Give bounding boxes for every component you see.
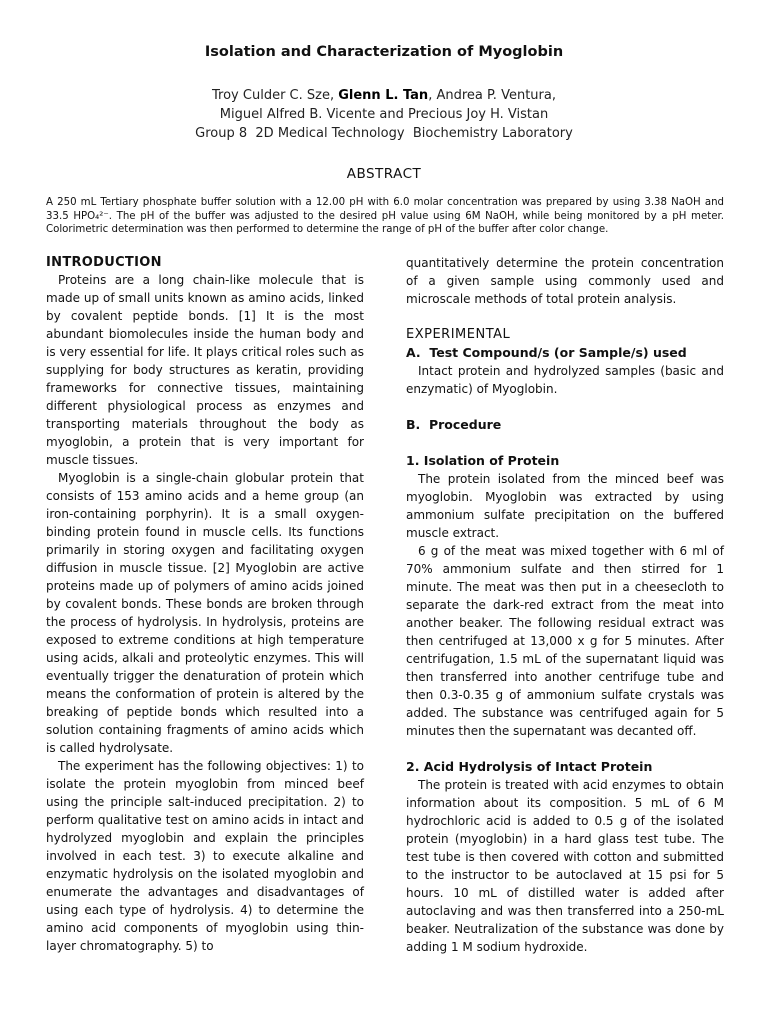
section-a-text: Intact protein and hydrolyzed samples (basic and enzymatic) of Myoglobin. bbox=[406, 364, 724, 396]
isolation-paragraph-2: 6 g of the meat was mixed together with 6 ml of 70% ammonium sulfate and then stirred for 1 minute. The meat was then put in a cheesecloth to separate the dark-red extract from the meat into another beaker. The following residual extract was then centrifuged at 13,000 x g for 5 minutes. After centrifugation, 1.5 mL of the supernatant liquid was then transferred into another centrifuge tube and then 0.3-0.35 g of ammonium sulfate crystals was added. The substance was centrifuged again for 5 minutes then the supernatant was decanted off. bbox=[406, 544, 724, 738]
author-line-2: Miguel Alfred B. Vicente and Precious Joy H. Vistan bbox=[219, 107, 549, 122]
section-b-heading: B. Procedure bbox=[406, 417, 502, 432]
subsection-2-heading: 2. Acid Hydrolysis of Intact Protein bbox=[406, 759, 653, 774]
intro-paragraph-3: The experiment has the following objectives: 1) to isolate the protein myoglobin from minced beef using the principle salt-induced precipitation. 2) to perform qualitative test on amino acids in intact and hydrolyzed myoglobin and explain the principles involved in each test. 3) to execute alkaline and enzymatic hydrolysis on the isolated myoglobin and enumerate the advantages and disadvantages of using each type of hydrolysis. 4) to determine the amino acid components of myoglobin using thin-layer chromatography. 5) to bbox=[46, 759, 364, 953]
left-column bbox=[46, 254, 364, 955]
right-column bbox=[406, 254, 724, 956]
intro-paragraph-2: Myoglobin is a single-chain globular protein that consists of 153 amino acids and a heme group (an iron-containing porphyrin). It is a small oxygen-binding protein found in muscle cells. Its functions primarily in storing oxygen and facilitating oxygen diffusion in muscle tissue. [2] Myoglobin are active proteins made up of polymers of amino acids joined by covalent bonds. These bonds are broken through the process of hydrolysis. In hydrolysis, proteins are exposed to extreme conditions at high temperature using acids, alkali and proteolytic enzymes. This will eventually trigger the denaturation of protein which means the conformation of protein is altered by the breaking of peptide bonds which resulted into a solution containing fragments of amino acids which is called hydrolysate. bbox=[46, 471, 364, 755]
acid-hydrolysis-paragraph: The protein is treated with acid enzymes to obtain information about its composition. 5 mL of 6 M hydrochloric acid is added to 0.5 g of the isolated protein (myoglobin) in a hard glass test tube. The test tube is then covered with cotton and submitted to the instructor to be autoclaved at 15 psi for 5 hours. 10 mL of distilled water is added after autoclaving and was then transferred into a 250-mL beaker. Neutralization of the substance was done by adding 1 M sodium hydroxide. bbox=[406, 778, 724, 954]
section-a-heading: A. Test Compound/s (or Sample/s) used bbox=[406, 345, 687, 360]
abstract-heading: ABSTRACT bbox=[346, 166, 422, 182]
intro-paragraph-3-continued: quantitatively determine the protein concentration of a given sample using commonly used and microscale methods of total protein analysis. bbox=[406, 256, 724, 306]
intro-paragraph-1: Proteins are a long chain-like molecule that is made up of small units known as amino acids, linked by covalent peptide bonds. [1] It is the most abundant biomolecules inside the human body and is very essential for life. It plays critical roles such as supplying for body structures as keratin, providing frameworks for connective tissues, maintaining different physiological process as enzymes and transporting materials throughout the body as myoglobin, a protein that is very important for muscle tissues. bbox=[46, 273, 364, 467]
experimental-heading: EXPERIMENTAL bbox=[406, 327, 511, 342]
author-names-b: , Andrea P. Ventura, bbox=[428, 88, 556, 103]
author-block bbox=[0, 86, 768, 143]
paper-title: Isolation and Characterization of Myoglobin bbox=[204, 44, 564, 60]
introduction-heading: INTRODUCTION bbox=[46, 255, 162, 270]
affiliation-line: Group 8 2D Medical Technology Biochemistry Laboratory bbox=[195, 126, 573, 141]
author-names-a: Troy Culder C. Sze, bbox=[212, 88, 339, 103]
abstract-text: A 250 mL Tertiary phosphate buffer solution with a 12.00 pH with 6.0 molar concentration was prepared by using 3.38 NaOH and 33.5 HPO₄²⁻. The pH of the buffer was adjusted to the desired pH value using 6M NaOH, while being monitored by a pH meter. Colorimetric determination was then performed to determine the range of pH of the buffer after color change. bbox=[46, 197, 724, 236]
isolation-paragraph-1: The protein isolated from the minced beef was myoglobin. Myoglobin was extracted by using ammonium sulfate precipitation on the buffered muscle extract. bbox=[406, 472, 724, 540]
author-highlighted: Glenn L. Tan bbox=[338, 88, 429, 103]
author-line-1 bbox=[0, 86, 768, 105]
subsection-1-heading: 1. Isolation of Protein bbox=[406, 453, 560, 468]
